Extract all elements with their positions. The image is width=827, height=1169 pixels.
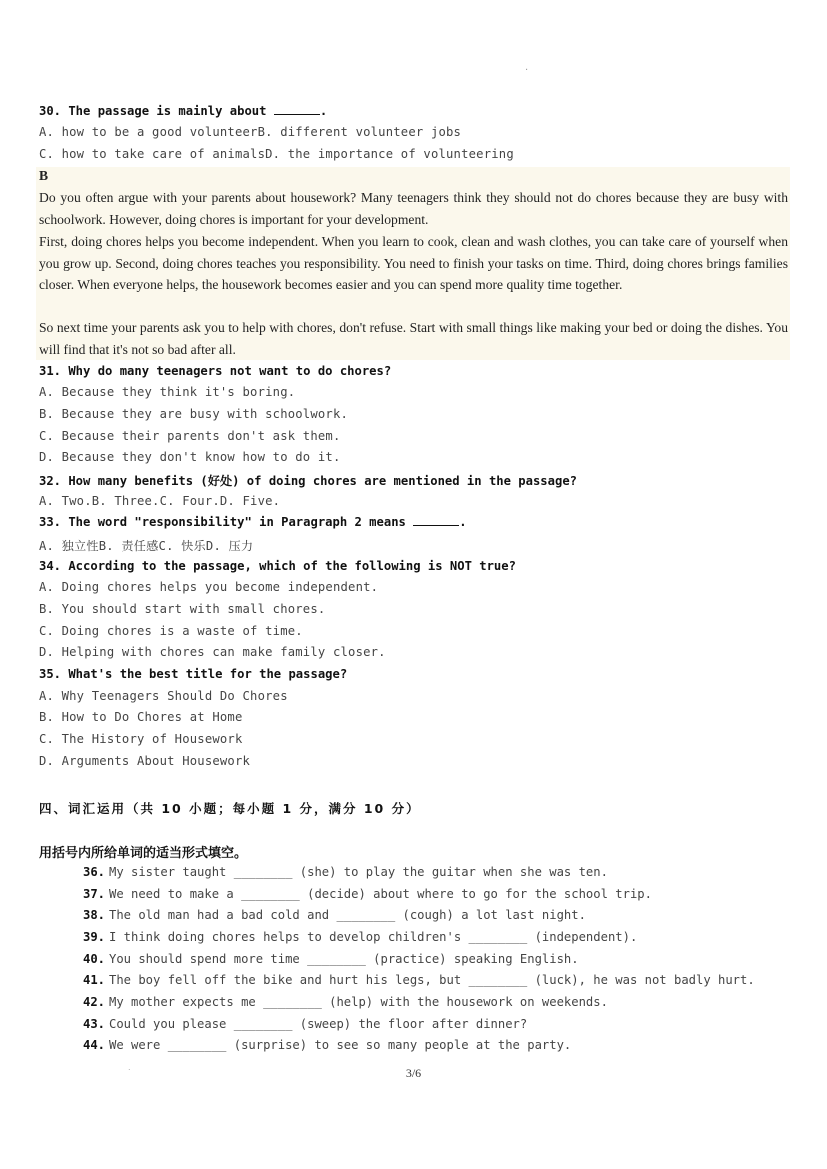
question-33-text: 33. The word "responsibility" in Paragraph 2 means	[39, 515, 406, 529]
vocab-number: 40.	[83, 952, 106, 966]
section-4-title: 四、词汇运用（共 10 小题；每小题 1 分，满分 10 分）	[39, 801, 421, 816]
question-35-stem: 35. What's the best title for the passage?	[39, 667, 348, 681]
question-31-option-c: C. Because their parents don't ask them.	[39, 429, 341, 443]
vocab-item	[83, 993, 608, 1011]
question-30-text: 30. The passage is mainly about	[39, 104, 267, 118]
question-33-options: A. 独立性B. 责任感C. 快乐D. 压力	[39, 539, 254, 553]
footer-mark: .	[128, 1063, 131, 1072]
question-34-option-c: C. Doing chores is a waste of time.	[39, 624, 303, 638]
question-35-option-d: D. Arguments About Housework	[39, 754, 251, 768]
vocab-number: 38.	[83, 908, 106, 922]
question-32-stem: 32. How many benefits (好处) of doing chores are mentioned in the passage?	[39, 474, 577, 488]
vocab-sentence: My sister taught ________ (she) to play the guitar when she was ten.	[109, 865, 608, 879]
answer-blank	[413, 515, 459, 526]
vocab-item	[83, 863, 608, 881]
question-34-option-d: D. Helping with chores can make family closer.	[39, 645, 386, 659]
vocab-number: 43.	[83, 1017, 106, 1031]
question-35-option-a: A. Why Teenagers Should Do Chores	[39, 689, 288, 703]
vocab-number: 39.	[83, 930, 106, 944]
passage-b-paragraph-3: So next time your parents ask you to help with chores, don't refuse. Start with small things like making your bed or doing the dishes. You will find that it's not so bad after all.	[39, 320, 788, 357]
vocab-sentence: We need to make a ________ (decide) about where to go for the school trip.	[109, 887, 652, 901]
vocab-number: 41.	[83, 973, 106, 987]
question-35-option-c: C. The History of Housework	[39, 732, 243, 746]
question-31-stem: 31. Why do many teenagers not want to do chores?	[39, 364, 392, 378]
page-number: 3/6	[405, 1066, 422, 1080]
question-32-options: A. Two.B. Three.C. Four.D. Five.	[39, 494, 281, 508]
question-33-end: .	[459, 515, 467, 529]
vocab-number: 44.	[83, 1038, 106, 1052]
vocab-item	[83, 906, 586, 924]
vocab-item	[83, 928, 637, 946]
vocab-sentence: The boy fell off the bike and hurt his legs, but ________ (luck), he was not badly hurt.	[109, 973, 755, 987]
vocab-sentence: You should spend more time ________ (practice) speaking English.	[109, 952, 579, 966]
question-30-stem	[39, 104, 327, 118]
passage-b-paragraph-2: First, doing chores helps you become independent. When you learn to cook, clean and wash clothes, you can take care of yourself when you grow up. Second, doing chores teaches you responsibility. You need to finish your tasks on time. Third, doing chores brings families closer. When everyone helps, the housework becomes easier and you can spend more quality time together.	[39, 234, 788, 293]
question-30-options-2: C. how to take care of animalsD. the importance of volunteering	[39, 147, 514, 161]
question-34-stem: 34. According to the passage, which of the following is NOT true?	[39, 559, 516, 573]
vocab-sentence: I think doing chores helps to develop children's ________ (independent).	[109, 930, 638, 944]
vocab-number: 37.	[83, 887, 106, 901]
vocab-number: 36.	[83, 865, 106, 879]
question-31-option-b: B. Because they are busy with schoolwork.	[39, 407, 349, 421]
answer-blank	[274, 104, 320, 115]
question-34-option-b: B. You should start with small chores.	[39, 602, 326, 616]
vocab-item	[83, 885, 652, 903]
passage-b-label: B	[39, 168, 49, 183]
question-33-stem	[39, 515, 467, 529]
header-mark: .	[525, 62, 529, 73]
vocab-number: 42.	[83, 995, 106, 1009]
vocab-sentence: Could you please ________ (sweep) the floor after dinner?	[109, 1017, 528, 1031]
section-4-instruction: 用括号内所给单词的适当形式填空。	[39, 846, 248, 861]
question-34-option-a: A. Doing chores helps you become independent.	[39, 580, 379, 594]
question-35-option-b: B. How to Do Chores at Home	[39, 710, 243, 724]
question-30-options-1: A. how to be a good volunteerB. different volunteer jobs	[39, 125, 462, 139]
vocab-sentence: We were ________ (surprise) to see so many people at the party.	[109, 1038, 572, 1052]
question-31-option-a: A. Because they think it's boring.	[39, 385, 296, 399]
vocab-sentence: My mother expects me ________ (help) with the housework on weekends.	[109, 995, 608, 1009]
question-30-end: .	[319, 104, 328, 118]
vocab-sentence: The old man had a bad cold and ________ (cough) a lot last night.	[109, 908, 586, 922]
question-31-option-d: D. Because they don't know how to do it.	[39, 450, 341, 464]
vocab-item	[83, 971, 755, 989]
passage-b-paragraph-1: Do you often argue with your parents about housework? Many teenagers think they should not do chores because they are busy with schoolwork. However, doing chores is important for your development.	[39, 190, 788, 227]
vocab-item	[83, 1015, 527, 1033]
vocab-item	[83, 950, 579, 968]
vocab-item	[83, 1036, 571, 1054]
